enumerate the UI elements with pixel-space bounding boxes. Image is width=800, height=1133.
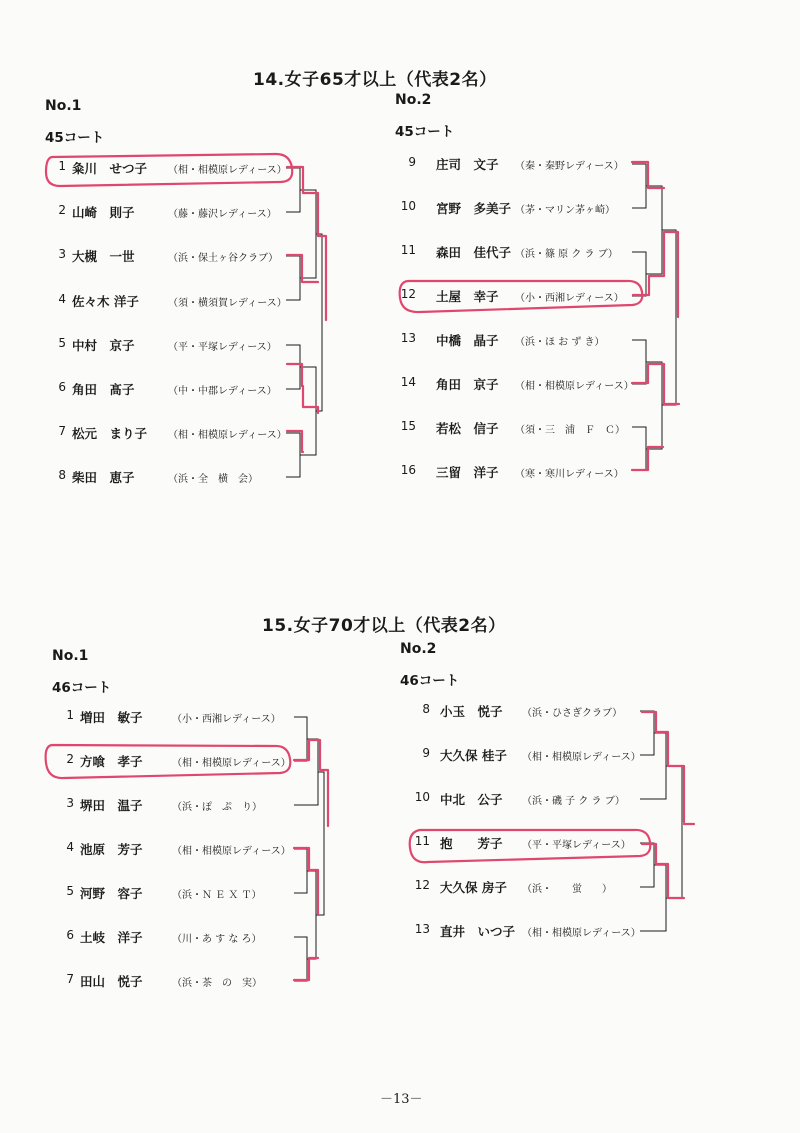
section-title: 14.女子65才以上（代表2名） <box>253 70 497 90</box>
bracket-line <box>632 427 646 470</box>
entry-number: 6 <box>58 380 66 394</box>
club-name: （浜・保土ヶ谷クラブ） <box>168 253 279 264</box>
bracket-line <box>294 739 318 805</box>
entry-number: 13 <box>400 331 416 345</box>
club-name: （茅・マリン茅ヶ崎） <box>515 205 615 216</box>
player-name: 山崎 則子 <box>72 205 135 220</box>
entry-number: 9 <box>422 746 430 760</box>
entry-number: 9 <box>408 155 416 169</box>
bracket-line <box>632 252 646 296</box>
player-name: 大久保 房子 <box>440 880 507 895</box>
club-name: （藤・藤沢レディース） <box>168 209 277 220</box>
player-name: 増田 敏子 <box>80 710 143 725</box>
entry-number: 4 <box>58 292 66 306</box>
club-name: （浜・ひさぎクラブ） <box>522 708 623 719</box>
block-label: No.2 <box>400 641 437 657</box>
entry-number: 3 <box>58 247 66 261</box>
player-name: 方喰 孝子 <box>80 754 143 769</box>
entry-number: 10 <box>400 199 416 213</box>
club-name: （相・相模原レディース） <box>168 430 287 441</box>
entry-number: 8 <box>58 468 66 482</box>
marker-path <box>642 712 684 822</box>
player-name: 角田 髙子 <box>72 382 135 397</box>
club-name: （浜・ほ お ず き） <box>515 337 605 348</box>
player-name: 森田 佳代子 <box>436 245 512 260</box>
entry-number: 10 <box>414 790 430 804</box>
player-name: 土屋 幸子 <box>436 289 499 304</box>
entry-number: 13 <box>414 922 430 936</box>
entry-number: 6 <box>66 928 74 942</box>
player-name: 池原 芳子 <box>80 842 143 857</box>
entry-number: 3 <box>66 796 74 810</box>
club-name: （浜・茶 の 実） <box>172 978 262 989</box>
bracket-line <box>632 340 646 384</box>
player-name: 直井 いつ子 <box>440 924 516 939</box>
bracket-line <box>286 256 300 300</box>
bracket-line <box>640 733 666 799</box>
entry-number: 5 <box>66 884 74 898</box>
entry-number: 2 <box>58 203 66 217</box>
entry-number: 4 <box>66 840 74 854</box>
club-name: （浜・磯 子 ク ラ ブ） <box>522 796 625 807</box>
marker-circle <box>400 281 643 312</box>
bracket-line <box>640 711 654 755</box>
bracket-line <box>294 937 307 981</box>
club-name: （浜・全 横 会） <box>168 474 258 485</box>
marker-path <box>294 958 318 980</box>
club-name: （相・相模原レディース） <box>168 165 287 176</box>
club-name: （小・西湘レディース） <box>515 293 624 304</box>
entry-number: 12 <box>400 287 416 301</box>
club-name: （秦・秦野レディース） <box>515 161 624 172</box>
block-label: No.1 <box>45 98 82 114</box>
marker-path <box>294 740 328 826</box>
club-name: （浜・ぽ ぷ り） <box>172 802 262 813</box>
player-name: 佐々木 洋子 <box>72 294 139 309</box>
entry-number: 16 <box>400 463 416 477</box>
player-name: 田山 悦子 <box>80 974 143 989</box>
entry-number: 11 <box>400 243 416 257</box>
player-name: 大槻 一世 <box>72 249 135 264</box>
entry-number: 8 <box>422 702 430 716</box>
player-name: 中村 京子 <box>72 338 135 353</box>
player-name: 小玉 悦子 <box>440 704 503 719</box>
marker-path <box>632 162 664 188</box>
entry-number: 2 <box>66 752 74 766</box>
entry-number: 1 <box>58 159 66 173</box>
player-name: 若松 信子 <box>436 421 499 436</box>
player-name: 三留 洋子 <box>436 465 499 480</box>
bracket-line <box>632 164 646 208</box>
entry-number: 15 <box>400 419 416 433</box>
bracket-line <box>286 345 300 389</box>
section-title: 15.女子70才以上（代表2名） <box>262 616 506 636</box>
court-label: 45コート <box>395 124 455 140</box>
marker-path <box>632 364 679 404</box>
entry-number: 7 <box>58 424 66 438</box>
club-name: （平・平塚レディース） <box>168 342 277 353</box>
player-name: 河野 容子 <box>80 886 143 901</box>
player-name: 庄司 文子 <box>436 157 499 172</box>
entry-number: 1 <box>66 708 74 722</box>
club-name: （平・平塚レディース） <box>522 840 631 851</box>
player-name: 角田 京子 <box>436 377 499 392</box>
club-name: （小・西湘レディース） <box>172 714 281 725</box>
club-name: （中・中郡レディース） <box>168 386 277 397</box>
court-label: 46コート <box>400 673 460 689</box>
bracket-line <box>294 717 307 761</box>
club-name: （須・横須賀レディース） <box>168 298 287 309</box>
bracket-line <box>286 433 300 477</box>
player-name: 堺田 温子 <box>80 798 143 813</box>
club-name: （相・相模原レディース） <box>172 846 291 857</box>
bracket-line <box>316 234 322 411</box>
club-name: （浜・Ｎ Ｅ Ｘ Ｔ） <box>172 890 262 901</box>
bracket-line <box>646 186 662 274</box>
club-name: （相・相模原レディース） <box>172 758 291 769</box>
entry-number: 5 <box>58 336 66 350</box>
player-name: 大久保 桂子 <box>440 748 507 763</box>
bracket-line <box>640 865 666 931</box>
player-name: 土岐 洋子 <box>80 930 143 945</box>
player-name: 松元 まり子 <box>72 426 148 441</box>
court-label: 45コート <box>45 130 105 146</box>
bracket-line <box>307 871 316 959</box>
court-label: 46コート <box>52 680 112 696</box>
club-name: （川・あ す な ろ） <box>172 934 262 945</box>
club-name: （須・三 浦 Ｆ Ｃ） <box>515 425 625 436</box>
player-name: 宮野 多美子 <box>436 201 512 216</box>
entry-number: 7 <box>66 972 74 986</box>
club-name: （寒・寒川レディース） <box>515 469 624 480</box>
marker-path <box>287 431 303 452</box>
entry-number: 11 <box>414 834 430 848</box>
entry-number: 12 <box>414 878 430 892</box>
bracket-line <box>640 843 654 887</box>
club-name: （浜・ 蛍 ） <box>522 884 612 895</box>
player-name: 抱 芳子 <box>440 836 503 851</box>
block-label: No.2 <box>395 92 432 108</box>
player-name: 粂川 せつ子 <box>72 161 148 176</box>
marker-path <box>294 848 318 914</box>
marker-circle <box>46 745 291 778</box>
player-name: 中橋 晶子 <box>436 333 499 348</box>
marker-circle <box>410 830 651 862</box>
club-name: （相・相模原レディース） <box>515 381 634 392</box>
player-name: 柴田 恵子 <box>72 470 135 485</box>
club-name: （浜・篠 原 ク ラ ブ） <box>515 249 618 260</box>
marker-circle <box>46 154 292 186</box>
page-number: －13－ <box>380 1092 423 1107</box>
block-label: No.1 <box>52 648 89 664</box>
player-name: 中北 公子 <box>440 792 503 807</box>
bracket-line <box>294 849 307 893</box>
club-name: （相・相模原レディース） <box>522 928 641 939</box>
marker-path <box>632 447 663 470</box>
entry-number: 14 <box>400 375 416 389</box>
club-name: （相・相模原レディース） <box>522 752 641 763</box>
